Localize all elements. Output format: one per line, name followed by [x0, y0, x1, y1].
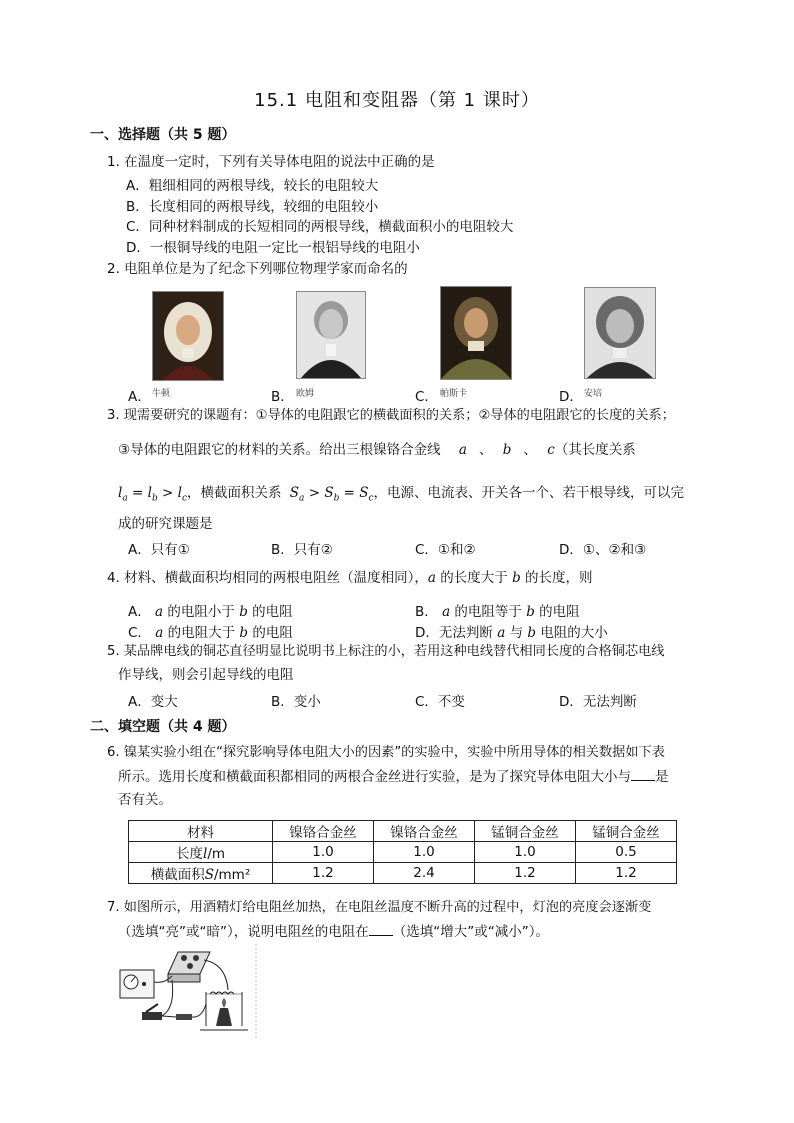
q5-option-c: C．不变: [415, 694, 465, 710]
q1-option-b: B．长度相同的两根导线，较细的电阻较小: [126, 199, 379, 215]
q3-line-3: $l_a = l_b > l_c$，横截面积关系 $S_a > S_b = S_c$，电源、电流表、开关各一个、若干根导线，可以完: [118, 485, 685, 504]
q1-option-a: A．粗细相同的两根导线，较长的电阻较大: [126, 178, 379, 194]
q1-option-d: D．一根铜导线的电阻一定比一根铝导线的电阻小: [126, 240, 420, 256]
table-header-cell: 锰铜合金丝: [576, 821, 677, 842]
q3-option-b: B．只有②: [271, 542, 333, 558]
q7-line-2: （选填“亮”或“暗”），说明电阻丝的电阻在 （选填“增大”或“减小”）。: [118, 924, 549, 940]
q3-option-a: A．只有①: [128, 542, 190, 558]
table-cell: 1.2: [273, 863, 374, 884]
table-cell: 1.0: [475, 842, 576, 863]
q2-caption-newton: 牛顿: [152, 389, 171, 399]
q5-option-a: A．变大: [128, 694, 178, 710]
table-cell: 1.0: [273, 842, 374, 863]
q6-line-3: 否有关。: [118, 792, 172, 808]
table-cell: 1.2: [475, 863, 576, 884]
table-header-cell: 镍铬合金丝: [374, 821, 475, 842]
conductor-data-table: [128, 820, 677, 884]
table-row-label: 横截面积S/mm²: [129, 863, 273, 884]
q2-option-c-label: C．: [415, 389, 438, 405]
q4-option-b: B． a 的电阻等于 b 的电阻: [415, 604, 580, 620]
q2-caption-pascal: 帕斯卡: [440, 389, 468, 399]
q6-line-2: 所示。选用长度和横截面积都相同的两根合金丝进行实验，是为了探究导体电阻大小与 是: [118, 769, 669, 785]
q4-option-d: D．无法判断 a 与 b 电阻的大小: [415, 625, 608, 641]
q2-option-a-label: A．: [128, 389, 151, 405]
q4-stem: 4. 材料、横截面积均相同的两根电阻丝（温度相同），a 的长度大于 b 的长度，则: [107, 570, 593, 586]
table-cell: 2.4: [374, 863, 475, 884]
q7-line-1: 7. 如图所示，用酒精灯给电阻丝加热，在电阻丝温度不断升高的过程中，灯泡的亮度会逐渐变: [107, 900, 652, 915]
q6-line-1: 6. 镍某实验小组在“探究影响导体电阻大小的因素”的实验中，实验中所用导体的相关数据如下表: [107, 745, 665, 760]
table-cell: 1.0: [374, 842, 475, 863]
q2-option-b-label: B．: [271, 389, 294, 405]
table-cell: 0.5: [576, 842, 677, 863]
q3-option-d: D．①、②和③: [559, 542, 647, 558]
pascal-portrait: [440, 286, 512, 380]
q5-line-2: 作导线，则会引起导线的电阻: [118, 667, 294, 683]
page-title: 15.1 电阻和变阻器（第 1 课时）: [254, 90, 540, 111]
q2-stem: 2. 电阻单位是为了纪念下列哪位物理学家而命名的: [107, 261, 408, 277]
q4-option-a: A． a 的电阻小于 b 的电阻: [128, 604, 293, 620]
q7-answer-blank[interactable]: [369, 922, 393, 936]
table-header-cell: 材料: [129, 821, 273, 842]
table-header-row: [129, 821, 677, 842]
section-fill-heading: 二、填空题（共 4 题）: [90, 719, 236, 735]
table-header-cell: 镍铬合金丝: [273, 821, 374, 842]
q5-option-d: D．无法判断: [559, 694, 637, 710]
q3-line-1: 3. 现需要研究的课题有：①导体的电阻跟它的横截面积的关系；②导体的电阻跟它的长度的关系；: [107, 408, 675, 423]
table-row-label: 长度l/m: [129, 842, 273, 863]
table-cell: 1.2: [576, 863, 677, 884]
q1-option-c: C．同种材料制成的长短相同的两根导线，横截面积小的电阻较大: [126, 219, 514, 235]
table-row: [129, 863, 677, 884]
q2-option-d-label: D．: [559, 389, 583, 405]
section-choice-heading: 一、选择题（共 5 题）: [90, 127, 236, 143]
q4-option-c: C． a 的电阻大于 b 的电阻: [128, 625, 293, 641]
q3-option-c: C．①和②: [415, 542, 476, 558]
q3-line-2: ③导体的电阻跟它的材料的关系。给出三根镍铬合金线 a 、 b 、 c（其长度关系: [118, 442, 636, 458]
q2-caption-ampere: 安培: [584, 389, 603, 399]
q1-stem: 1. 在温度一定时，下列有关导体电阻的说法中正确的是: [107, 154, 435, 170]
q3-line-4: 成的研究课题是: [118, 516, 213, 532]
q5-line-1: 5. 某品牌电线的铜芯直径明显比说明书上标注的小，若用这种电线替代相同长度的合格铜芯电线: [107, 644, 665, 659]
ampere-portrait: [584, 287, 656, 379]
ohm-portrait: [296, 291, 366, 379]
circuit-figure: [116, 944, 262, 1039]
q5-option-b: B．变小: [271, 694, 321, 710]
q2-caption-ohm: 欧姆: [296, 389, 315, 399]
table-row: [129, 842, 677, 863]
q6-answer-blank[interactable]: [631, 767, 655, 781]
newton-portrait: [152, 291, 224, 381]
table-header-cell: 锰铜合金丝: [475, 821, 576, 842]
